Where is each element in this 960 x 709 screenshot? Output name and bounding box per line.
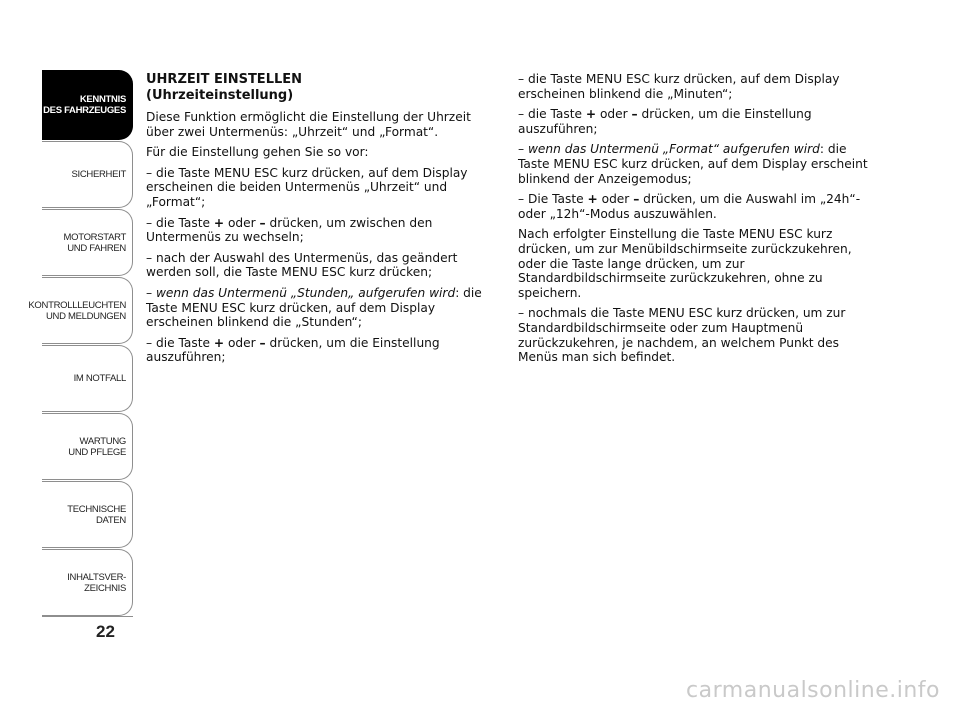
text-fragment: : die Taste MENU ESC kurz drücken, auf dem Display erscheint blinkend der Anzeigemodus; [518, 142, 868, 186]
tab-kenntnis-des-fahrzeuges[interactable]: KENNTNIS DES FAHRZEUGES [42, 70, 133, 140]
tab-motorstart-und-fahren[interactable]: MOTORSTART UND FAHREN [42, 209, 133, 276]
paragraph: Nach erfolgter Einstellung die Taste MENU ESC kurz drücken, um zur Menübildschirmseite zurückzukehren, oder die Taste lange drücken, um zur Standardbildschirmseite zurückzukehren, ohne zu speichern. [518, 227, 852, 300]
paragraph [518, 192, 878, 221]
chapter-tabs [28, 70, 133, 617]
heading-subtitle: (Uhrzeiteinstellung) [146, 88, 294, 103]
text-fragment: – die Taste [146, 215, 214, 230]
plus-symbol: + [585, 107, 597, 122]
paragraph: – nochmals die Taste MENU ESC kurz drücken, um zur Standardbildschirmseite oder zum Hauptmenü zurückzukehren, je nachdem, an welchem Punkt des Menüs man sich befindet. [518, 306, 846, 365]
tab-im-notfall[interactable]: IM NOTFALL [42, 345, 133, 412]
minus-symbol: – [631, 107, 638, 122]
text-fragment: oder [224, 215, 260, 230]
plus-symbol: + [587, 192, 598, 207]
section-heading [146, 72, 491, 104]
tab-kontrollleuchten-und-meldungen[interactable]: KONTROLLLEUCHTEN UND MELDUNGEN [42, 277, 133, 344]
paragraph [518, 107, 878, 136]
italic-condition: – wenn das Untermenü „Stunden„ aufgerufen wird [146, 285, 456, 300]
italic-condition: – wenn das Untermenü „Format“ aufgerufen wird [518, 142, 820, 157]
paragraph: – die Taste MENU ESC kurz drücken, auf dem Display erscheinen die beiden Untermenüs „Uhrzeit“ und „Format“; [146, 165, 468, 209]
paragraph: – die Taste MENU ESC kurz drücken, auf dem Display erscheinen blinkend die „Minuten“; [518, 72, 840, 101]
text-fragment: drücken, um die Auswahl im „24h“- oder „12h“-Modus auszuwählen. [518, 192, 861, 221]
paragraph [146, 336, 491, 365]
text-fragment: drücken, um die Einstellung auszuführen; [146, 335, 440, 365]
text-fragment: – die Taste [146, 335, 214, 350]
paragraph [518, 142, 878, 186]
tab-technische-daten[interactable]: TECHNISCHE DATEN [42, 481, 133, 548]
text-fragment: oder [597, 192, 634, 207]
tabs-bottom-rule [42, 616, 133, 617]
minus-symbol: – [259, 335, 266, 350]
text-fragment: : die Taste MENU ESC kurz drücken, auf dem Display erscheinen blinkend die „Stunden“; [146, 285, 482, 330]
text-fragment: drücken, um die Einstellung auszuführen; [518, 107, 812, 136]
plus-symbol: + [213, 335, 225, 350]
tab-sicherheit[interactable]: SICHERHEIT [42, 141, 133, 208]
text-fragment: – Die Taste [518, 192, 588, 207]
page-number: 22 [96, 622, 115, 641]
text-fragment: oder [224, 335, 260, 350]
paragraph: Für die Einstellung gehen Sie so vor: [146, 145, 369, 160]
minus-symbol: – [633, 192, 640, 207]
watermark: carmanualsonline.info [686, 678, 940, 703]
text-column-right [518, 72, 878, 371]
text-column-left [146, 72, 491, 371]
paragraph: – nach der Auswahl des Untermenüs, das geändert werden soll, die Taste MENU ESC kurz drücken; [146, 250, 458, 280]
paragraph [146, 216, 491, 245]
plus-symbol: + [213, 215, 225, 230]
heading-title: UHRZEIT EINSTELLEN [146, 72, 303, 87]
paragraph [146, 286, 491, 330]
tab-inhaltsverzeichnis[interactable]: INHALTSVER- ZEICHNIS [42, 549, 133, 616]
text-fragment: oder [596, 107, 632, 122]
text-fragment: – die Taste [518, 107, 586, 122]
tab-wartung-und-pflege[interactable]: WARTUNG UND PFLEGE [42, 413, 133, 480]
text-fragment: drücken, um zwischen den Untermenüs zu wechseln; [146, 215, 433, 245]
paragraph: Diese Funktion ermöglicht die Einstellung der Uhrzeit über zwei Untermenüs: „Uhrzeit“ und „Format“. [146, 110, 471, 139]
minus-symbol: – [259, 215, 266, 230]
